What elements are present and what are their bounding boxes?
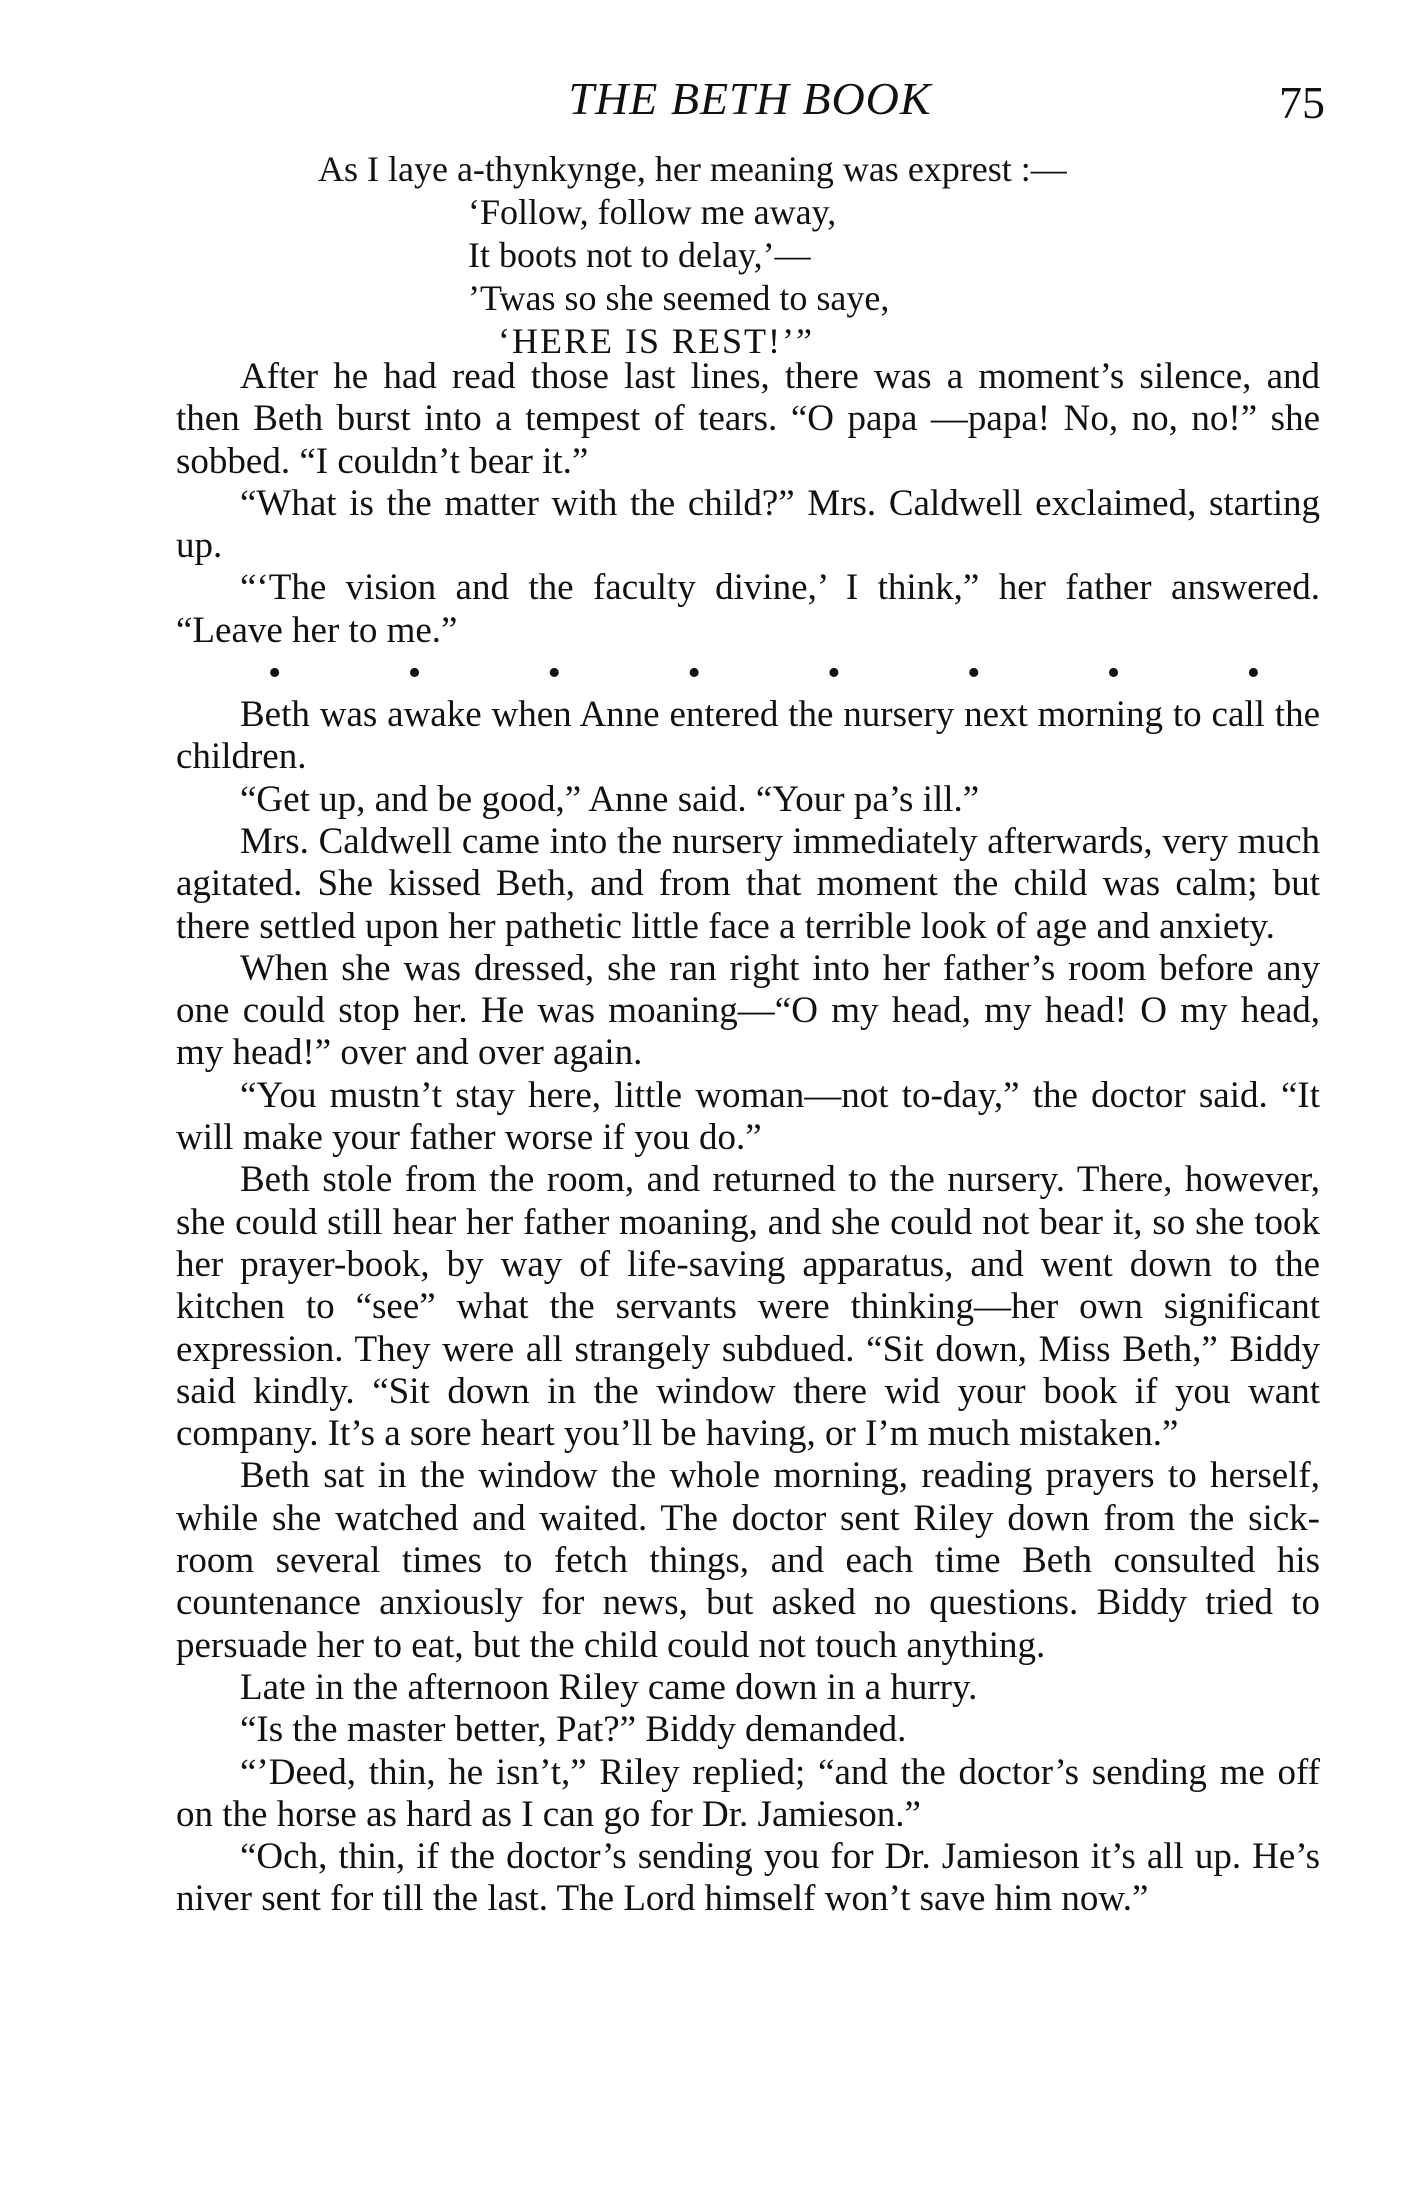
section-break-dot: • (547, 652, 561, 695)
running-title: THE BETH BOOK (568, 73, 932, 124)
verse-line: ’Twas so she seemed to saye, (468, 278, 890, 318)
section-break-dot: • (967, 652, 981, 695)
page-number: 75 (1279, 77, 1325, 128)
verse-line: ‘Follow, follow me away, (468, 192, 837, 232)
verse-line: ‘HERE IS REST!’” (498, 321, 814, 361)
body-text (176, 356, 1320, 1921)
paragraph: “Och, thin, if the doctor’s sending you for Dr. Jamieson it’s all up. He’s niver sent for till the last. The Lord himself won’t save him now.” (176, 1836, 1320, 1920)
paragraph: After he had read those last lines, there was a moment’s silence, and then Beth burst into a tempest of tears. “O papa —papa! No, no, no!” she sobbed. “I couldn’t bear it.” (176, 356, 1320, 482)
paragraph: “Get up, and be good,” Anne said. “Your pa’s ill.” (240, 778, 980, 820)
paragraph: Beth was awake when Anne entered the nursery next morning to call the children. (176, 694, 1320, 778)
paragraph: Mrs. Caldwell came into the nursery immediately afterwards, very much agitated. She kissed Beth, and from that moment the child was calm; but there settled upon her pathetic little face a terrible look of age and anxiety. (176, 820, 1320, 947)
paragraph: “‘The vision and the faculty divine,’ I think,” her father answered. “Leave her to me.” (176, 567, 1320, 651)
section-break-dot: • (1106, 652, 1121, 695)
paragraph: When she was dressed, she ran right into her father’s room before any one could stop her. He was moaning—“O my head, my head! O my head, my head!” over and over again. (176, 947, 1320, 1074)
section-break-dot: • (827, 652, 841, 695)
page-header (175, 72, 1325, 132)
section-break-dot: • (407, 652, 422, 695)
verse-line: As I laye a-thynkynge, her meaning was exprest :— (318, 149, 1067, 189)
section-break-dot: • (268, 652, 282, 695)
paragraph: “Is the master better, Pat?” Biddy demanded. (240, 1709, 907, 1751)
paragraph: “’Deed, thin, he isn’t,” Riley replied; “and the doctor’s sending me off on the horse as hard as I can go for Dr. Jamieson.” (176, 1751, 1320, 1835)
verse-line: It boots not to delay,’— (468, 235, 811, 275)
paragraph: “You mustn’t stay here, little woman—not to-day,” the doctor said. “It will make your father worse if you do.” (176, 1074, 1320, 1159)
paragraph: “What is the matter with the child?” Mrs. Caldwell exclaimed, starting up. (176, 482, 1320, 567)
section-break-dot: • (1246, 652, 1260, 695)
paragraph: Beth sat in the window the whole morning, reading prayers to herself, while she watched and waited. The doctor sent Riley down from the sick-room several times to fetch things, and each time Beth consulted his countenance anxiously for news, but asked no questions. Biddy tried to persuade her to eat, but the child could not touch anything. (176, 1455, 1320, 1666)
section-break-dot: • (687, 652, 701, 695)
paragraph: Late in the afternoon Riley came down in a hurry. (240, 1666, 978, 1708)
section-break (176, 652, 1320, 694)
verse-stanza (318, 148, 1067, 363)
paragraph: Beth stole from the room, and returned to the nursery. There, however, she could still hear her father moaning, and she could not bear it, so she took her prayer-book, by way of life-saving apparatus, and went down to the kitchen to “see” what the servants were thinking—her own significant expression. They were all strangely subdued. “Sit down, Miss Beth,” Biddy said kindly. “Sit down in the window there wid your book if you want company. It’s a sore heart you’ll be having, or I’m much mistaken.” (176, 1159, 1320, 1455)
